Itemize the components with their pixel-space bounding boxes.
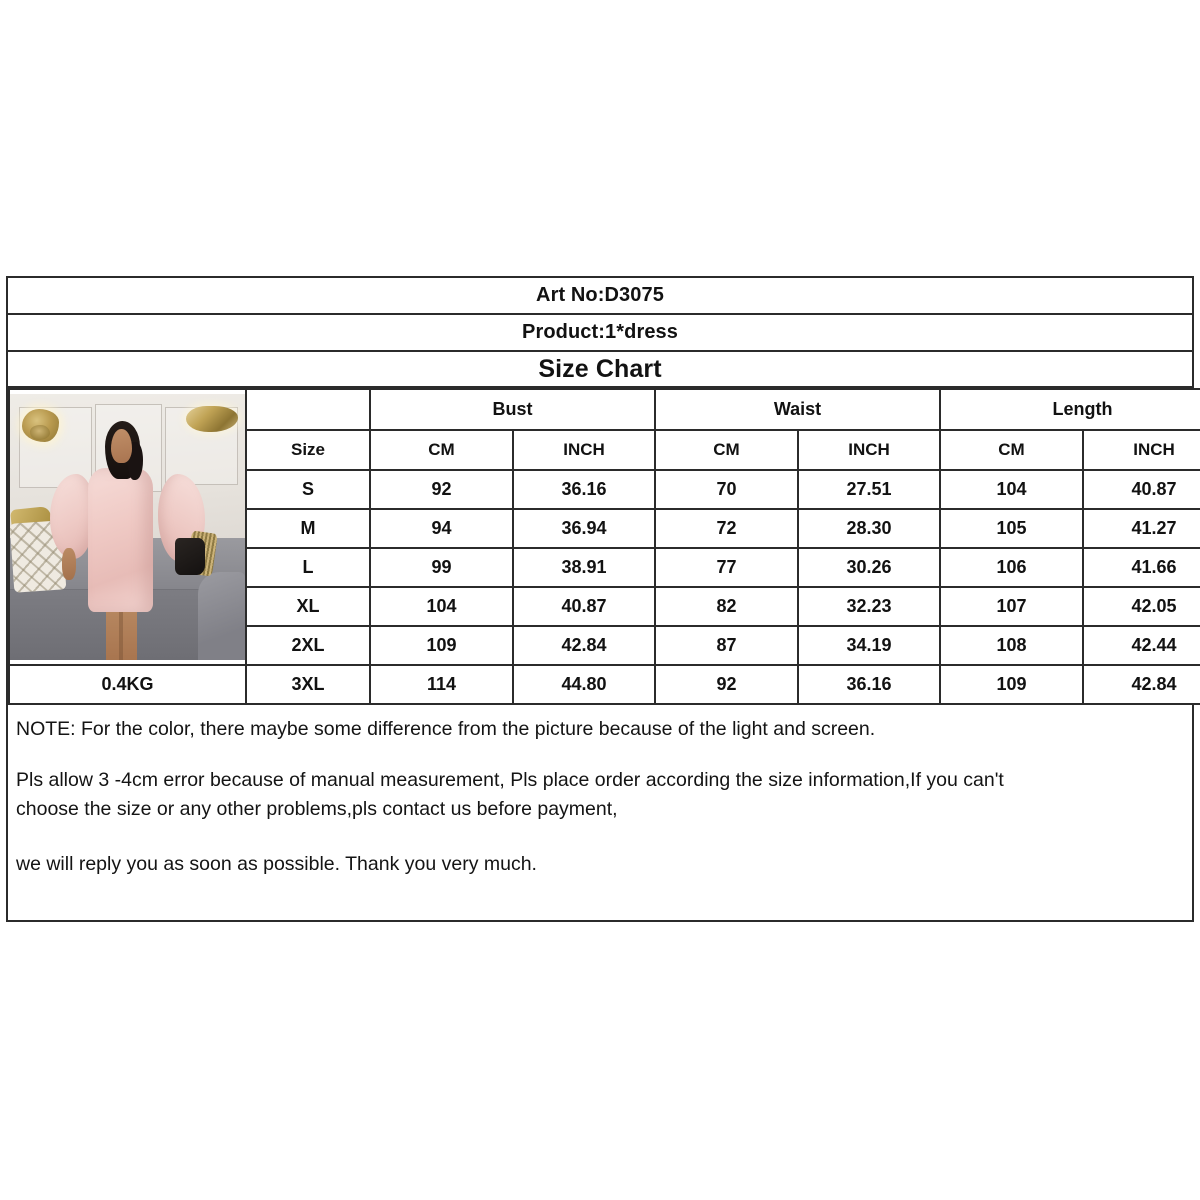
cell-bust-cm: 94 bbox=[370, 509, 513, 548]
cell-size: L bbox=[246, 548, 370, 587]
cell-length-inch: 40.87 bbox=[1083, 470, 1200, 509]
cell-length-cm: 109 bbox=[940, 665, 1083, 704]
cell-bust-cm: 104 bbox=[370, 587, 513, 626]
size-chart-container bbox=[6, 276, 1194, 922]
cell-bust-inch: 44.80 bbox=[513, 665, 655, 704]
column-header-size: Size bbox=[246, 430, 370, 470]
measurement-table bbox=[8, 388, 1200, 705]
cell-bust-inch: 42.84 bbox=[513, 626, 655, 665]
cell-length-inch: 42.44 bbox=[1083, 626, 1200, 665]
cell-bust-cm: 109 bbox=[370, 626, 513, 665]
cell-bust-inch: 40.87 bbox=[513, 587, 655, 626]
cell-bust-cm: 92 bbox=[370, 470, 513, 509]
column-header-bust-cm: CM bbox=[370, 430, 513, 470]
art-number-text: Art No:D3075 bbox=[536, 284, 664, 306]
cell-waist-cm: 82 bbox=[655, 587, 798, 626]
cell-bust-cm: 99 bbox=[370, 548, 513, 587]
cell-waist-inch: 27.51 bbox=[798, 470, 940, 509]
notes-section bbox=[8, 705, 1192, 879]
note-paragraph-line-2: choose the size or any other problems,pls contact us before payment, bbox=[16, 798, 618, 820]
cell-waist-inch: 28.30 bbox=[798, 509, 940, 548]
cell-size: 2XL bbox=[246, 626, 370, 665]
cell-bust-inch: 38.91 bbox=[513, 548, 655, 587]
cell-length-inch: 42.05 bbox=[1083, 587, 1200, 626]
cell-waist-cm: 70 bbox=[655, 470, 798, 509]
note-paragraph-line-1: Pls allow 3 -4cm error because of manual measurement, Pls place order according the size information,If you can't bbox=[16, 769, 1004, 791]
product-text: Product:1*dress bbox=[522, 321, 678, 343]
cell-bust-cm: 114 bbox=[370, 665, 513, 704]
cell-size: 3XL bbox=[246, 665, 370, 704]
sofa-armrest bbox=[198, 572, 245, 660]
cell-waist-inch: 34.19 bbox=[798, 626, 940, 665]
cell-length-inch: 42.84 bbox=[1083, 665, 1200, 704]
cell-size: M bbox=[246, 509, 370, 548]
cell-length-cm: 106 bbox=[940, 548, 1083, 587]
model-arm-left bbox=[62, 548, 76, 580]
note-measurement-paragraph bbox=[16, 766, 1184, 824]
cell-length-cm: 104 bbox=[940, 470, 1083, 509]
column-header-length-inch: INCH bbox=[1083, 430, 1200, 470]
product-photo bbox=[10, 394, 245, 660]
art-number-row bbox=[8, 278, 1192, 315]
cell-bust-inch: 36.94 bbox=[513, 509, 655, 548]
column-header-bust-inch: INCH bbox=[513, 430, 655, 470]
cell-waist-inch: 32.23 bbox=[798, 587, 940, 626]
cell-length-cm: 107 bbox=[940, 587, 1083, 626]
group-header-waist: Waist bbox=[655, 389, 940, 430]
cell-waist-cm: 72 bbox=[655, 509, 798, 548]
group-header-row bbox=[9, 389, 1200, 430]
cell-waist-inch: 36.16 bbox=[798, 665, 940, 704]
cell-size: S bbox=[246, 470, 370, 509]
size-chart-title-row bbox=[8, 352, 1192, 388]
column-header-waist-inch: INCH bbox=[798, 430, 940, 470]
column-header-waist-cm: CM bbox=[655, 430, 798, 470]
page-title: Size Chart bbox=[538, 354, 662, 383]
cell-length-inch: 41.27 bbox=[1083, 509, 1200, 548]
cell-length-cm: 105 bbox=[940, 509, 1083, 548]
group-header-length: Length bbox=[940, 389, 1200, 430]
table-row bbox=[9, 665, 1200, 704]
cell-length-inch: 41.66 bbox=[1083, 548, 1200, 587]
product-photo-cell bbox=[9, 389, 246, 665]
group-header-bust: Bust bbox=[370, 389, 655, 430]
cell-bust-inch: 36.16 bbox=[513, 470, 655, 509]
group-header-blank bbox=[246, 389, 370, 430]
column-header-length-cm: CM bbox=[940, 430, 1083, 470]
pink-dress bbox=[88, 468, 154, 612]
note-closing-line: we will reply you as soon as possible. Thank you very much. bbox=[16, 853, 537, 875]
cell-waist-cm: 87 bbox=[655, 626, 798, 665]
cell-length-cm: 108 bbox=[940, 626, 1083, 665]
gold-wall-decor-left bbox=[22, 409, 60, 442]
product-row bbox=[8, 315, 1192, 352]
handbag bbox=[175, 538, 206, 575]
cell-waist-cm: 77 bbox=[655, 548, 798, 587]
cell-size: XL bbox=[246, 587, 370, 626]
cell-waist-cm: 92 bbox=[655, 665, 798, 704]
cell-waist-inch: 30.26 bbox=[798, 548, 940, 587]
model-head bbox=[111, 429, 132, 464]
weight-label: 0.4KG bbox=[9, 665, 246, 704]
note-color-disclaimer: NOTE: For the color, there maybe some difference from the picture because of the light and screen. bbox=[16, 718, 876, 740]
